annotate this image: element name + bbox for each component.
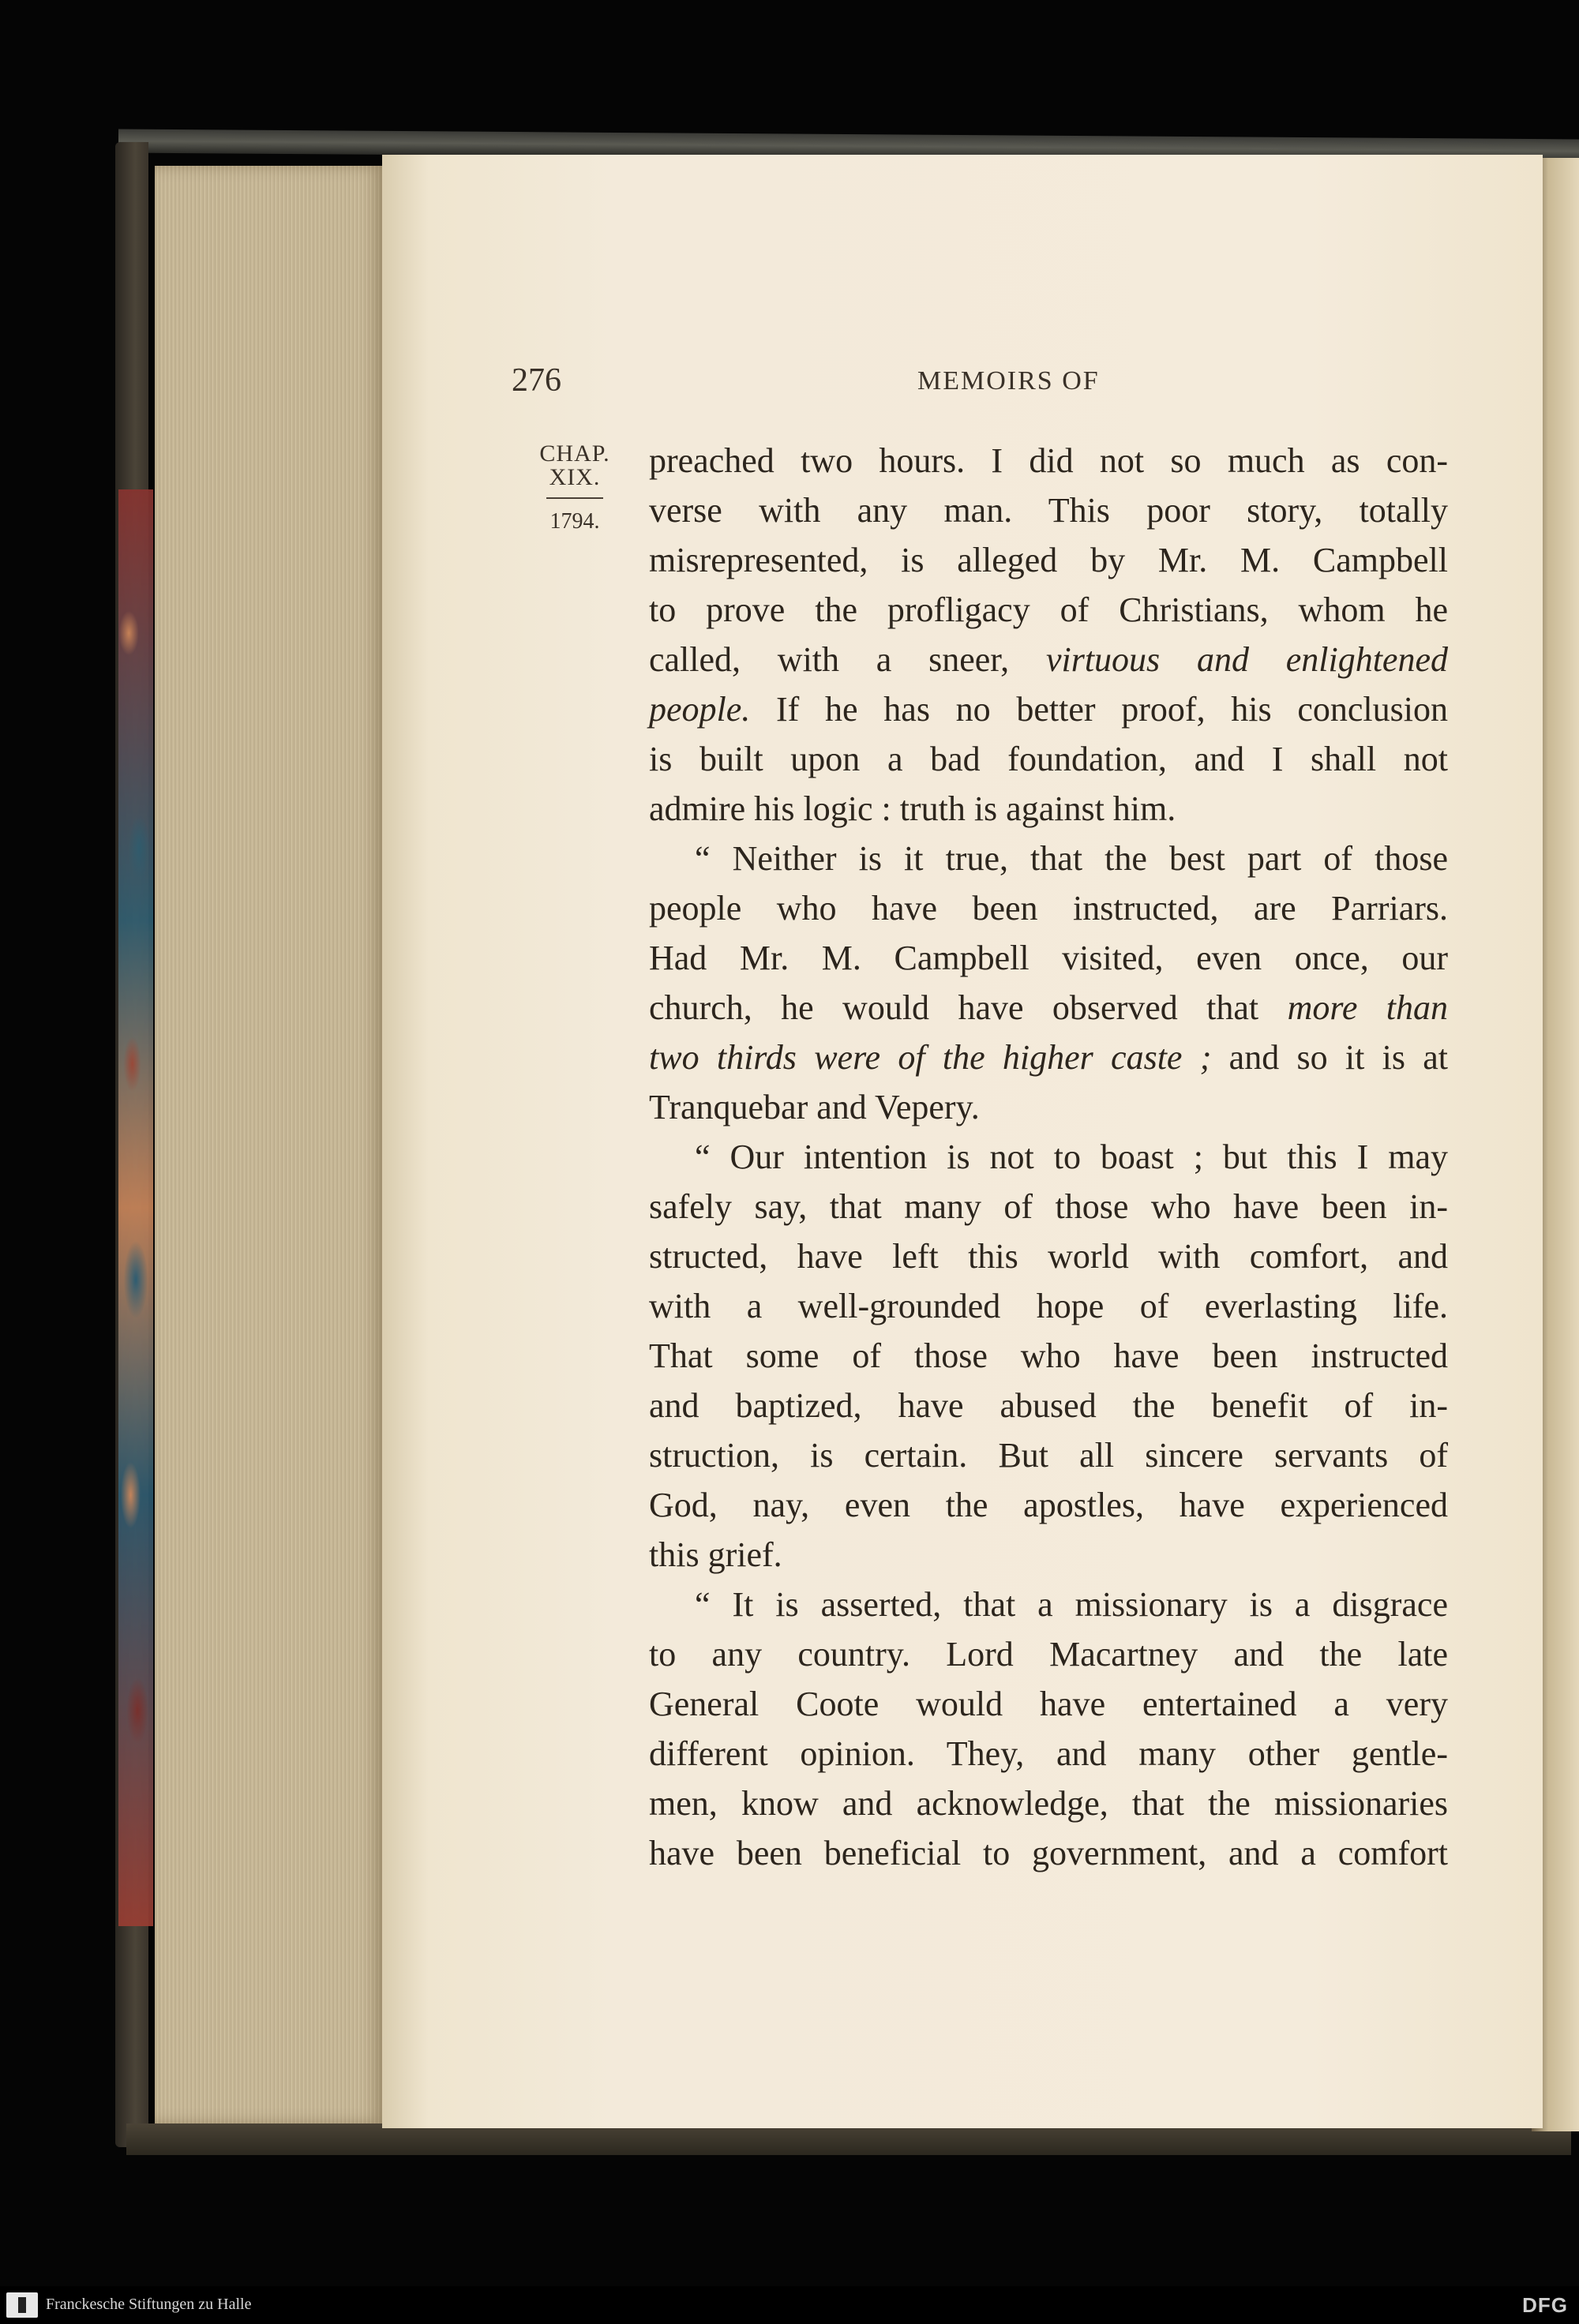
text-segment: people. xyxy=(649,690,751,729)
text-line xyxy=(649,535,1448,585)
text-segment: struction, is certain. But all sincere servants of xyxy=(649,1436,1448,1475)
text-segment: called, with a sneer, xyxy=(649,640,1046,679)
text-segment: Tranquebar and Vepery. xyxy=(649,1088,980,1126)
text-segment: have been beneficial to government, and a comfort xyxy=(649,1834,1448,1872)
text-line xyxy=(649,684,1448,734)
text-line xyxy=(649,734,1448,784)
text-segment: “ Our intention is not to boast ; but this I may xyxy=(695,1138,1448,1176)
text-line xyxy=(649,1828,1448,1878)
text-line xyxy=(649,1132,1448,1182)
text-line xyxy=(649,1580,1448,1629)
margin-year: 1794. xyxy=(549,509,600,534)
text-segment: this grief. xyxy=(649,1535,782,1574)
text-line xyxy=(649,1679,1448,1729)
text-line xyxy=(649,1182,1448,1231)
text-segment: Had Mr. M. Campbell visited, even once, our xyxy=(649,939,1448,977)
text-line xyxy=(649,485,1448,535)
text-segment: men, know and acknowledge, that the missionaries xyxy=(649,1784,1448,1823)
text-segment: safely say, that many of those who have been in- xyxy=(649,1187,1448,1226)
text-line xyxy=(649,585,1448,635)
page-number: 276 xyxy=(512,362,561,399)
text-segment: admire his logic : truth is against him. xyxy=(649,789,1176,828)
text-line xyxy=(649,1530,1448,1580)
text-segment: “ It is asserted, that a missionary is a disgrace xyxy=(695,1585,1448,1624)
margin-rule xyxy=(546,497,603,499)
text-line xyxy=(649,1033,1448,1082)
text-segment: General Coote would have entertained a very xyxy=(649,1685,1448,1723)
book-cover-bottom-edge xyxy=(126,2123,1571,2155)
chapter-number: XIX. xyxy=(549,464,601,490)
text-segment: “ Neither is it true, that the best part of those xyxy=(695,839,1448,878)
footer-bar xyxy=(0,2286,1579,2324)
text-segment: That some of those who have been instructed xyxy=(649,1336,1448,1375)
text-line xyxy=(649,834,1448,883)
text-line xyxy=(649,1430,1448,1480)
text-segment: to prove the profligacy of Christians, whom he xyxy=(649,590,1448,629)
text-line xyxy=(649,1629,1448,1679)
text-segment: verse with any man. This poor story, totally xyxy=(649,491,1448,530)
text-line xyxy=(649,1331,1448,1381)
page-block-edges xyxy=(155,166,384,2123)
text-segment: misrepresented, is alleged by Mr. M. Campbell xyxy=(649,541,1448,579)
text-line xyxy=(649,436,1448,485)
text-segment: and baptized, have abused the benefit of in- xyxy=(649,1386,1448,1425)
text-segment: more than xyxy=(1287,988,1448,1027)
text-line xyxy=(649,1281,1448,1331)
text-segment: preached two hours. I did not so much as con- xyxy=(649,441,1448,480)
text-line xyxy=(649,1779,1448,1828)
margin-note xyxy=(527,442,622,534)
text-line xyxy=(649,1381,1448,1430)
dfg-badge: DFG xyxy=(1522,2293,1568,2317)
text-segment: different opinion. They, and many other gentle- xyxy=(649,1734,1448,1773)
institution-logo-icon xyxy=(6,2292,38,2318)
footer-credit: Franckesche Stiftungen zu Halle xyxy=(46,2296,252,2313)
text-line xyxy=(649,784,1448,834)
chapter-label: CHAP. xyxy=(539,440,610,467)
text-line xyxy=(649,983,1448,1033)
text-segment: If he has no better proof, his conclusion xyxy=(750,690,1448,729)
text-line xyxy=(649,635,1448,684)
text-line xyxy=(649,1480,1448,1530)
text-line xyxy=(649,1082,1448,1132)
text-segment: God, nay, even the apostles, have experienced xyxy=(649,1486,1448,1524)
text-segment: with a well-grounded hope of everlasting life. xyxy=(649,1287,1448,1325)
running-title: MEMOIRS OF xyxy=(917,366,1100,395)
text-line xyxy=(649,1231,1448,1281)
text-line xyxy=(649,933,1448,983)
text-segment: church, he would have observed that xyxy=(649,988,1288,1027)
text-segment: and so it is at xyxy=(1211,1038,1449,1077)
text-segment: to any country. Lord Macartney and the late xyxy=(649,1635,1448,1674)
text-segment: structed, have left this world with comfort, and xyxy=(649,1237,1448,1276)
body-text xyxy=(649,436,1448,1878)
marbled-endpaper xyxy=(118,489,153,1926)
text-line xyxy=(649,883,1448,933)
text-segment: two thirds were of the higher caste ; xyxy=(649,1038,1212,1077)
text-line xyxy=(649,1729,1448,1779)
text-segment: is built upon a bad foundation, and I shall not xyxy=(649,740,1448,778)
text-segment: people who have been instructed, are Parriars. xyxy=(649,889,1448,928)
text-segment: virtuous and enlightened xyxy=(1045,640,1448,679)
